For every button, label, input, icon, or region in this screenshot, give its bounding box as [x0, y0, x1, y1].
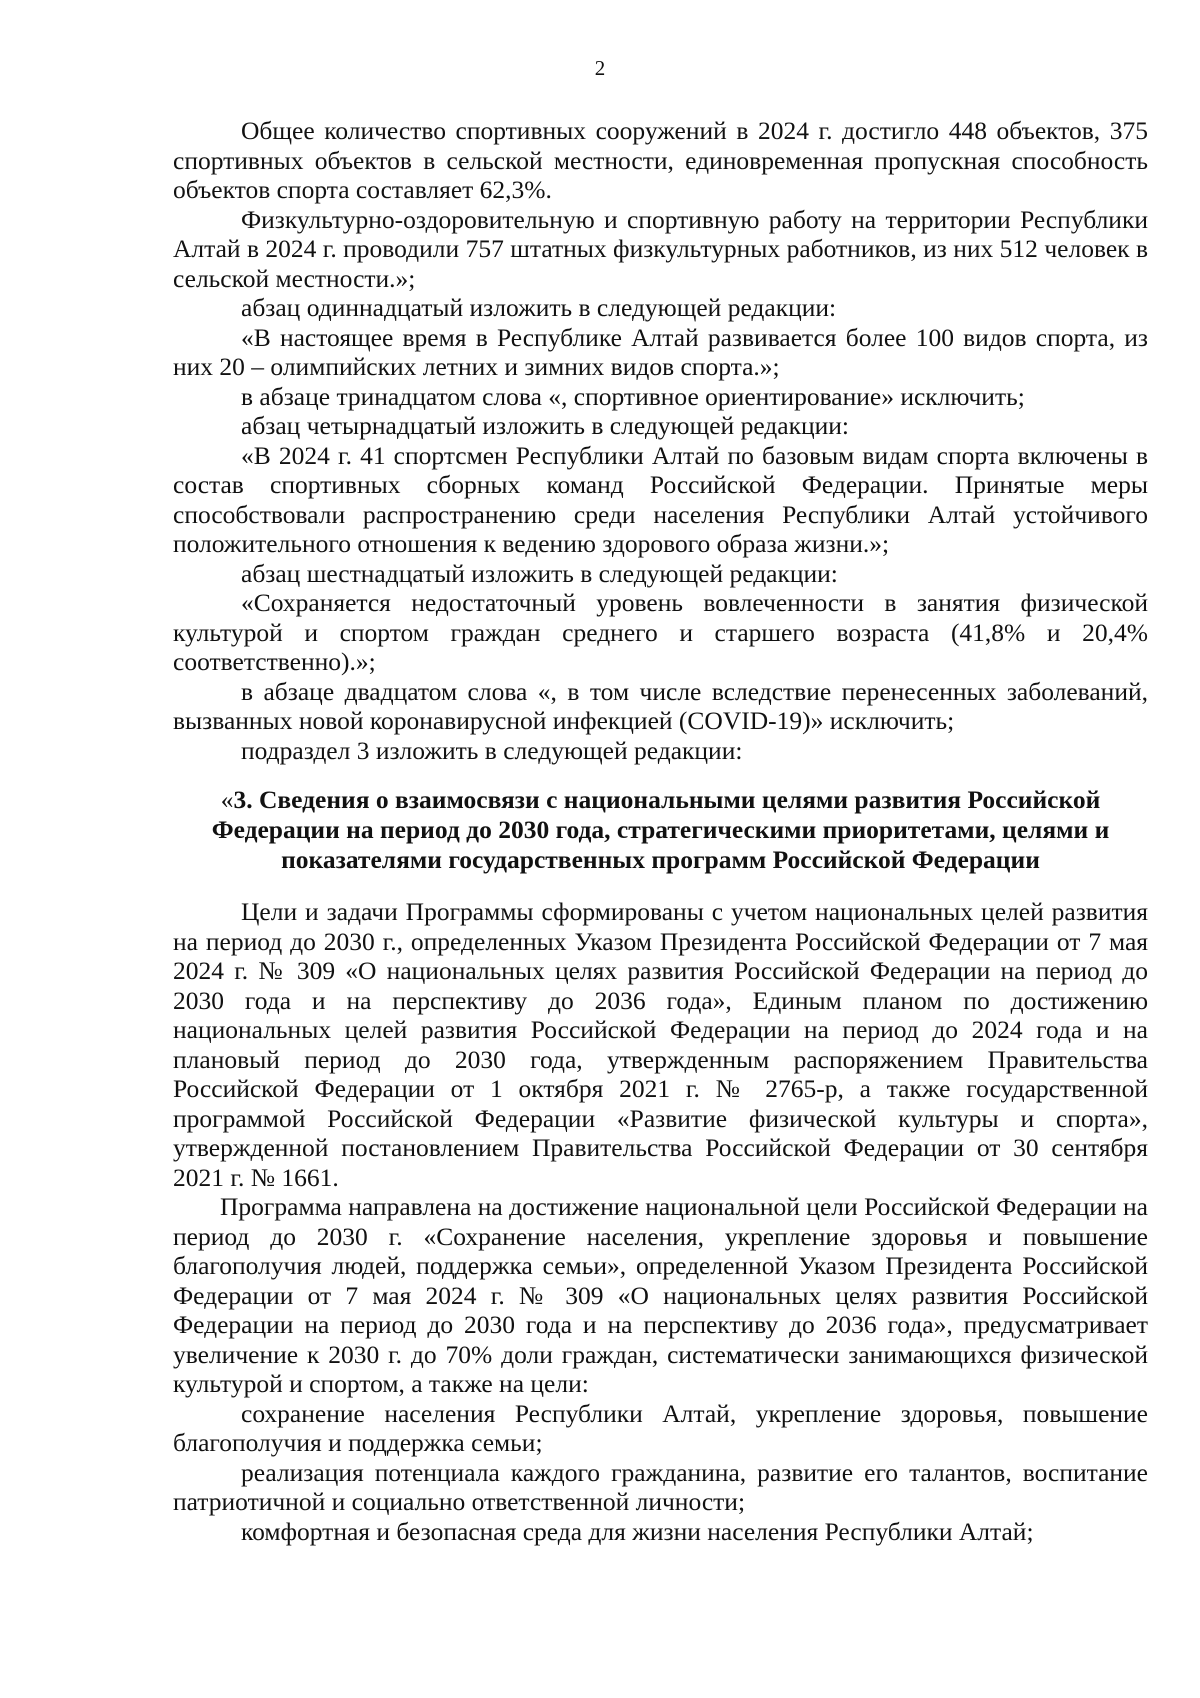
page-number: 2 [594, 56, 606, 80]
paragraph-goal-potential: реализация потенциала каждого гражданина, развитие его талантов, воспитание патриотичной и социально ответственной личности; [173, 1457, 1148, 1516]
paragraph-goal-population: сохранение населения Республики Алтай, укрепление здоровья, повышение благополучия и поддержка семьи; [173, 1398, 1148, 1457]
paragraph-goal-environment: комфортная и безопасная среда для жизни населения Республики Алтай; [241, 1516, 1034, 1546]
paragraph-sports-facilities: Общее количество спортивных сооружений в 2024 г. достигло 448 объектов, 375 спортивных объектов в сельской местности, единовременная пропускная способность объектов спорта составляет 62,3%. [173, 116, 1148, 204]
paragraph-amend-thirteenth: в абзаце тринадцатом слова «, спортивное ориентирование» исключить; [241, 381, 1025, 411]
paragraph-amend-twentieth: в абзаце двадцатом слова «, в том числе вследствие перенесенных заболеваний, вызванных новой коронавирусной инфекцией (COVID-19)» исключить; [173, 676, 1148, 735]
section-heading [173, 785, 1148, 875]
heading-text: 3. Сведения о взаимосвязи с национальными целями развития Российской Федерации на период до 2030 года, стратегическими приоритетами, целями и показателями государственных программ Российской Федерации [211, 785, 1110, 874]
paragraph-amend-eleventh: абзац одиннадцатый изложить в следующей редакции: [241, 293, 837, 322]
paragraph-sports-workers: Физкультурно-оздоровительную и спортивную работу на территории Республики Алтай в 2024 г. проводили 757 штатных физкультурных работников, из них 512 человек в сельской местности.»; [173, 204, 1148, 293]
paragraph-program-aim: Программа направлена на достижение национальной цели Российской Федерации на период до 2030 г. «Сохранение населения, укрепление здоровья и повышение благополучия людей, поддержка семьи», определенной Указом Президента Российской Федерации от 7 мая 2024 г. № 309 «О национальных целях развития Российской Федерации на период до 2030 года и на перспективу до 2036 года», предусматривает увеличение к 2030 г. до 70% доли граждан, систематически занимающихся физической культурой и спортом, а также на цели: [173, 1192, 1148, 1398]
document-body [173, 116, 1148, 1546]
heading-open-quote: « [220, 785, 234, 814]
paragraph-athletes: «В 2024 г. 41 спортсмен Республики Алтай по базовым видам спорта включены в состав спортивных сборных команд Российской Федерации. Принятые меры способствовали распространению среди населения Республики Алтай устойчивого положительного отношения к ведению здорового образа жизни.»; [173, 440, 1148, 558]
paragraph-involvement: «Сохраняется недостаточный уровень вовлеченности в занятия физической культурой и спортом граждан среднего и старшего возраста (41,8% и 20,4% соответственно).»; [173, 588, 1148, 676]
paragraph-amend-fourteenth: абзац четырнадцатый изложить в следующей редакции: [241, 411, 850, 440]
paragraph-sports-kinds: «В настоящее время в Республике Алтай развивается более 100 видов спорта, из них 20 – олимпийских летних и зимних видов спорта.»; [173, 322, 1148, 381]
paragraph-amend-sixteenth: абзац шестнадцатый изложить в следующей редакции: [241, 558, 838, 588]
paragraph-goals-and-tasks: Цели и задачи Программы сформированы с учетом национальных целей развития на период до 2030 г., определенных Указом Президента Российской Федерации от 7 мая 2024 г. № 309 «О национальных целях развития Российской Федерации на период до 2030 года и на перспективу до 2036 года», Единым планом по достижению национальных целей развития Российской Федерации на период до 2024 года и на плановый период до 2030 года, утвержденным распоряжением Правительства Российской Федерации от 1 октября 2021 г. № 2765-р, а также государственной программой Российской Федерации «Развитие физической культуры и спорта», утвержденной постановлением Правительства Российской Федерации от 30 сентября 2021 г. № 1661. [173, 897, 1148, 1192]
paragraph-amend-subsection: подраздел 3 изложить в следующей редакции: [241, 735, 743, 765]
